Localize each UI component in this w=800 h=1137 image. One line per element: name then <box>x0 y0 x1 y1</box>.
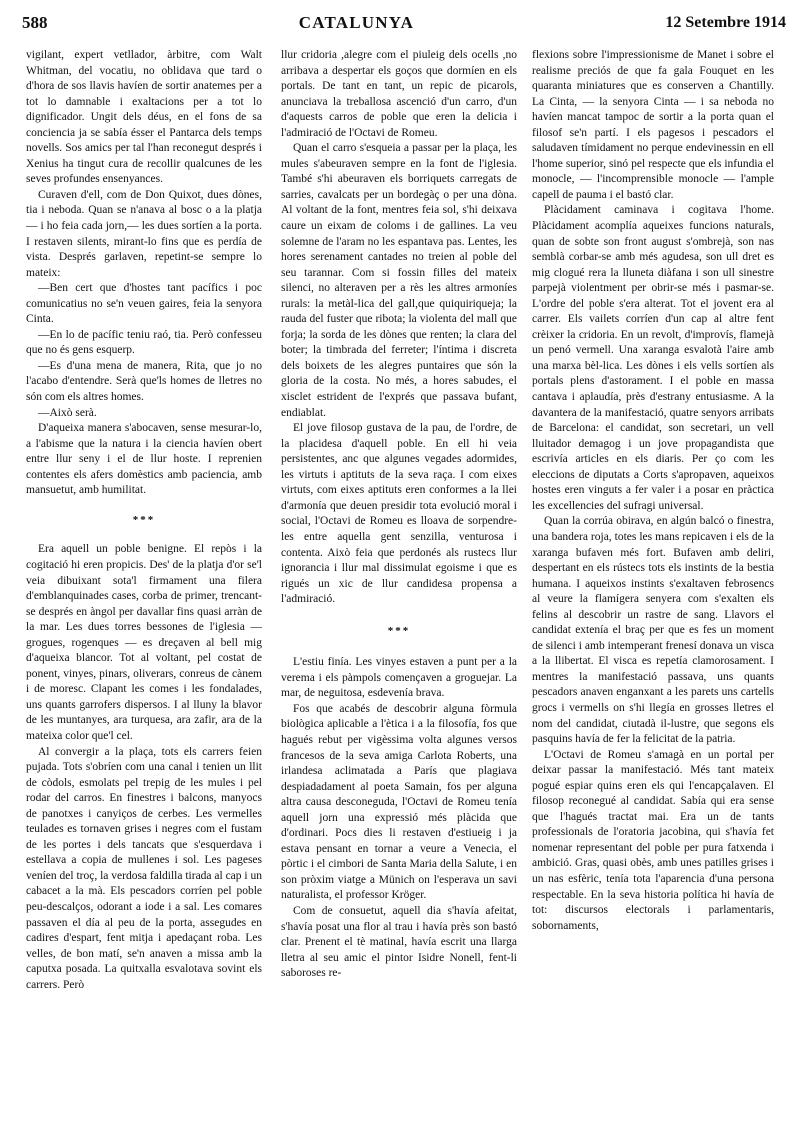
paragraph: Quan el carro s'esqueia a passar per la plaça, les mules s'abeuraven sempre en la font de l'iglesia. També s'hi abeuraven els borriquets carregats de sarries, cavalcats per un bordegàç o per una dòna. Al voltant de la font, mentres feia sol, s'hi deixava caure un eixam de coloms i de gallines. La veu solemne de l'aram no les espantava pas. Lentes, les hores serenament cantades no treien al poble del seu tarannar. Com si fossin filles del mateix silenci, no alteraven per a rès les altres armoníes rurals: la metàl-lica del gall,que quiquiriqueja; la rauda del fuster que ribota; la violenta del mall que forja; la sorda de les dònes que renten; la clara del boter; la timbrada del ferreter; l'íntima i discreta dels boixets de les alegres puntaires que són la gloria de la costa. No més, a hores sabudes, el xisclet estrident de l'exprés que passava bufant, endiablat. <box>281 142 517 419</box>
paragraph: Com de consuetut, aquell dia s'havía afeitat, s'havía posat una flor al trau i havía près son bastó clar. Prenent el tè matinal, havía escrit una llarga lletra al seu amic el pintor Isidre Nonell, fent-li saboroses re- <box>281 904 517 980</box>
section-separator: *** <box>132 513 156 526</box>
section-separator: *** <box>387 624 411 637</box>
paragraph: Era aquell un poble benigne. El repòs i la cogitació hi eren propicis. Des' de la platja d'or se'l veia dibuixant sota'l firmament una filera d'emblanquinades cases, corba de primer, trencant-se després en àngol per davallar fins quasi arràn de la mar. Les dues torres bessones de l'iglesia — grogues, rogenques — es dreçaven al bell mig d'aqueixa blancor. Tot al voltant, pel costat de ponent, vinyes, pinars, oliverars, conreus de cànem i de moresc. Clapant les comes i les fondalades, uns quants garrofers dispersos. I al lluny la blavor de les muntanyes, ara turquesa, ara zafir, ara de la mateixa color que'l cel. <box>26 543 262 742</box>
paragraph: Al convergir a la plaça, tots els carrers feien pujada. Tots s'obríen com una canal i tenien un llit de còdols, esmolats pel trepig de les mules i pel rodar del carros. En finestres i balcons, manyocs de panotxes i canyiços de cerbes. Les vermelles teulades es tornaven grises i negres com el fustam de les portes i dels tancats que s'esquerdava i estellava a copia de mullenes i sol. Les pageses veníen del troç, la verdosa faldilla tirada al cap i un cabacet a la mà. Els pescadors corríen pel poble peu-descalços, odorant a iode i a sal. Les comares passaven el día al peu de la porta, assegudes en cadires d'espart, fent mitja i apedaçant roba. Les velles, de bon matí, se'n anaven a missa amb la caputxa posada. La quitxalla esvalotava sovint els carrers. Però <box>26 745 262 991</box>
text-column-3 <box>532 48 774 1133</box>
paragraph: Fos que acabés de descobrir alguna fòrmula biològica aplicable a l'ètica i a la filosofía, fos que hagués rebut per vigèssima volta algunes versos francesos de la seva amiga Carlota Roberts, una irlandesa aclimatada a París que plagiava despiadadament al poeta Samain, fos per alguna altra causa desconeguda, l'Octavi de Romeu tenía aquell jorn una expressió més plàcida que d'ordinari. Pocs dies li restaven d'estiueig i ja estava pensant en tornar a veure a Venecia, el pòrtic i el cimbori de Santa Maria della Salute, i en son pròxim viatge a Münich on l'esperava un savi naturalista, el professor Kröger. <box>281 702 517 902</box>
paragraph: El jove filosop gustava de la pau, de l'ordre, de la placidesa d'aquell poble. En ell hi veia persistentes, anc que algunes vegades adormides, les virtuts i aptituts de la seva raça. I com eixes virtuts, com eixes aptituts eren conformes a la llei d'armonía que deuen presidir tota evolució moral i social, l'Octavi de Romeu es lloava de sorpendre-les entre aquella gent senzilla, venturosa i contenta. Això feia que perdonés als rustecs llur ignorancia i llur mal dissimulat egoisme i que es rigués un xic de llur candidesa propensa a l'admiració. <box>281 422 517 606</box>
paragraph: flexions sobre l'impressionisme de Manet i sobre el realisme preciós de que fa gala Fouquet en les quaranta miniatures que es conserven a Chantilly. La Cinta, — la senyora Cinta — i sa neboda no havíen mancat tampoc de sortir a la porta quan el filosof se'n partí. I els pagesos i pescadors el saludaven tímidament no perque endevinessin en ell l'home superior, sinó pel respecte que els infundia el monocle, — l'incomprensible monocle — l'ample capell de pauma i el bastó clar. <box>532 49 774 201</box>
paragraph: Curaven d'ell, com de Don Quixot, dues dònes, tia i neboda. Quan se n'anava al bosc o a la platja — i ho feia cada jorn,— les dues sortíen a la porta. I restaven silents, mirant-lo fins que es perdía de vista. Després garlaven, repetint-se sempre lo mateix: <box>26 188 262 279</box>
paragraph: Quan la corrúa obirava, en algún balcó o finestra, una bandera roja, totes les mans repicaven i els de la xaranga bufaven més fort. Bufaven amb deliri, despertant en els rústecs tots els instints de la bestia humana. I aqueixos instints s'exaltaven febrosencs al veure la flamígera senyera com s'exalten els felins al descobrir un rastre de sang. Llavors el candidat extenía el braç per que es fes un moment de silenci i amb intemperant frenesí donava un visca a la llibertat. El visca es repetía clamorosament. I mentres la manifestació passava, uns quants pescadors anaven enganxant a les parets uns cartells grocs i vermells on s'hi llegía en grosses lletres el nom del candidat, ciutadà il-lustre, que segons els pasquins havía de fer la felicitat de la patria. <box>532 515 774 746</box>
page-header <box>22 6 786 40</box>
text-column-2 <box>281 48 517 1133</box>
paragraph: —Es d'una mena de manera, Rita, que jo no l'acabo d'entendre. Serà que'ls homes de lletres no són com els altres homes. <box>26 359 262 404</box>
paragraph: L'estiu finía. Les vinyes estaven a punt per a la verema i els pàmpols començaven a groguejar. La mar, de neguitosa, esdevenía brava. <box>281 656 517 700</box>
paragraph: —Ben cert que d'hostes tant pacífics i poc comunicatius no se'n veuen gaires, feia la senyora Cinta. <box>26 282 262 326</box>
paragraph: llur cridoria ,alegre com el piuleig dels ocells ,no arribava a despertar els goços que dormíen en els portals. De tant en tant, un repic de picarols, anunciava la treballosa ascenció d'un carro, d'un d'aquests carros de poble que eren la delicia i l'admiració de l'Octavi de Romeu. <box>281 49 517 139</box>
paragraph: —En lo de pacífic teniu raó, tia. Però confesseu que no és gens esquerp. <box>26 328 262 357</box>
page-number: 588 <box>22 13 48 32</box>
issue-date: 12 Setembre 1914 <box>665 14 786 31</box>
text-column-1 <box>26 48 262 1133</box>
paragraph: —Això serà. <box>38 406 97 419</box>
journal-title: CATALUNYA <box>298 13 415 32</box>
paragraph: vigilant, expert vetllador, àrbitre, com Walt Whitman, del vocatiu, no oblidava que tard o d'hora de sos llavis havíen de sortir anatemes per a tot lo damnable i exaltacions per a tot lo dignificador. Ungit dels déus, en el fons de sa conciencia ja se sabía ésser el Pantarca dels temps novells. Sos amics per tal l'han reconegut després i Xenius ha tingut cura de recollir qualcunes de les seves profundes ensenyances. <box>26 49 262 186</box>
paragraph: L'Octavi de Romeu s'amagà en un portal per deixar passar la manifestació. Més tant mateix pogué espiar quins eren els qui l'encapçalaven. El filosop reconegué al candidat. Sabía qui era sense que l'hagués tractat mai. Era un de tants professionals de l'oratoria jacobina, qui s'havía fet nomenar representant del poble per pura fatxenda i ambició. Gras, quasi obès, amb unes patilles grises i un nas esfèric, tenía tota l'aparencia d'una persona respectable. En la seva historia política hi havía de tot: discursos electorals i parlamentaris, sobornaments, <box>532 748 774 932</box>
paragraph: Plàcidament caminava i cogitava l'home. Plàcidament acomplía aqueixes funcions naturals, quan de sobte son front august s'ombrejà, son nas semblà corbar-se amb més agudesa, son ull dret es mig clogué rera la lluneta diàfana i son ull sinestre parpejà violentment per obrir-se més i pasmar-se. L'ordre del poble s'era alterat. Tot el jovent era al carrer. Els vailets corríen d'un cap al altre fent crèixer la cridoria. En un revolt, d'improvís, flamejà un penó vermell. Una xaranga esvalotà l'aire amb una marxa bèl-lica. Les dònes i els vells sortíen als portals plens d'astorament. I el poble en massa cantava i aplaudía, près d'estrany entusiasme. A la davantera de la manifestació, quatre senyors arribats de Barcelona: el candidat, son secretari, un vell lluitador demagog i un jove propagandista que escrivía articles en els diaris. Per ço com les eleccions de diputats a Corts s'apropaven, aqueixos hostes eren vinguts a fer valer i a posar en pràctica les excellencies del sufragi universal. <box>532 204 774 512</box>
paragraph: D'aqueixa manera s'abocaven, sense mesurar-lo, a l'abisme que la natura i la ciencia havíen obert entre llur seny i el de llur hoste. I reprenien contentes els afers domèstics amb paciencia, amb mansuetut, amb humilitat. <box>26 422 262 497</box>
